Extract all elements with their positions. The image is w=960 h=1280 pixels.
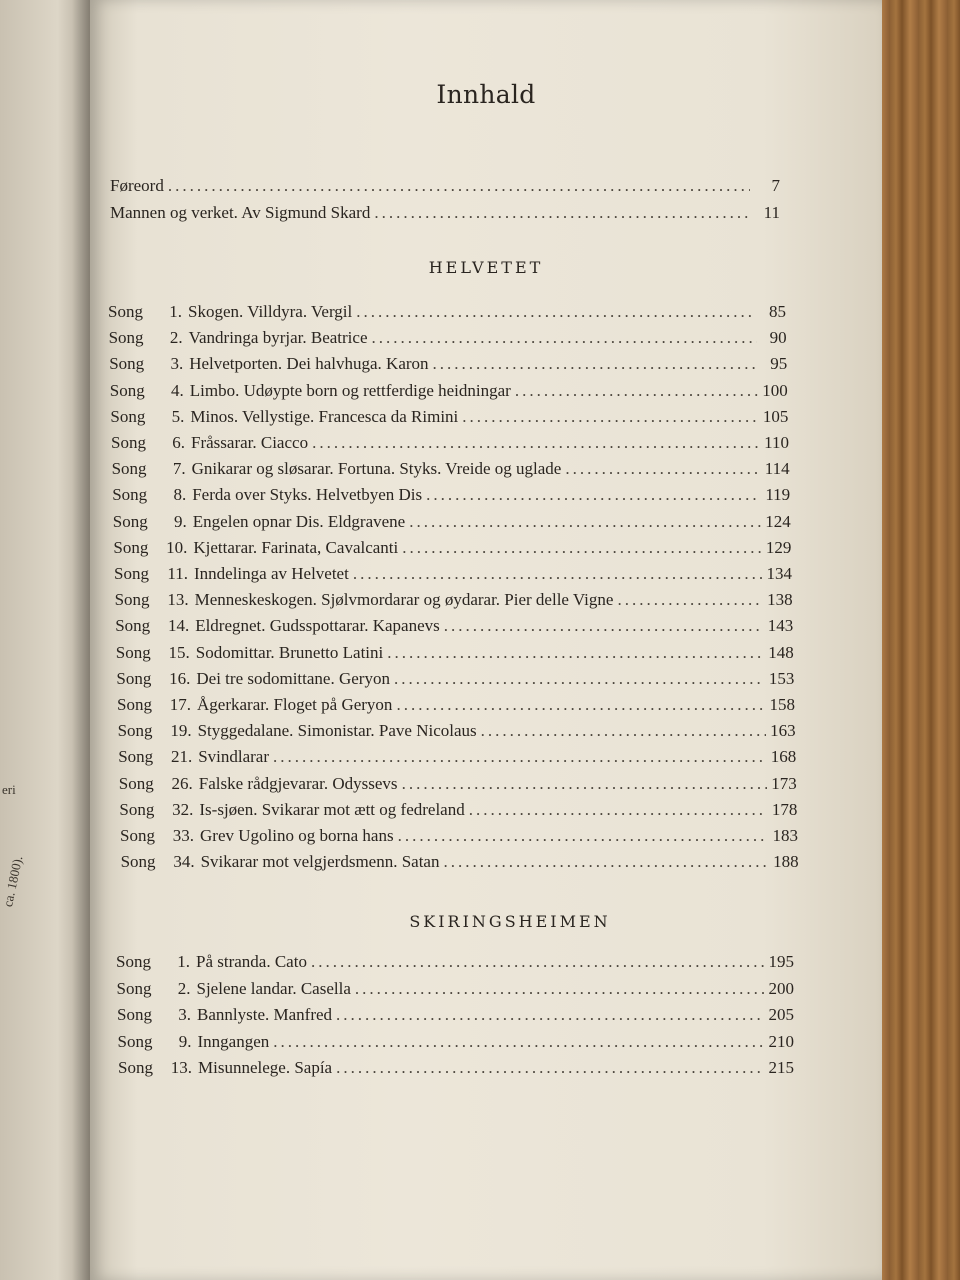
page-number: 134 [766,564,792,583]
song-number: 32. [172,799,194,819]
entry-title: Eldregnet. Gudsspottarar. Kapanevs [195,616,440,636]
dot-leader [477,721,766,741]
song-label: Song [109,354,145,374]
page-number: 205 [768,1005,794,1024]
song-number: 1. [169,302,182,321]
entry-title: Minos. Vellystige. Francesca da Rimini [190,406,459,426]
dot-leader [398,538,761,558]
toc-entry [114,564,792,584]
dot-leader [351,979,764,999]
song-label: Song [114,564,149,583]
toc-entry [118,1058,794,1078]
page-number: 138 [767,590,793,610]
page-number: 100 [762,380,788,400]
entry-title: Is-sjøen. Svikarar mot ætt og fedreland [199,799,465,819]
dot-leader [308,433,759,453]
toc-entry [112,459,790,479]
dot-leader [164,176,750,196]
toc-entry [117,979,795,999]
page-number: 105 [762,406,789,426]
song-number: 8. [173,485,187,505]
dot-leader [465,800,768,820]
entry-title: Svikarar mot velgjerdsmenn. Satan [200,852,440,872]
song-number: 9. [174,511,187,531]
entry-title: Menneskeskogen. Sjølvmordarar og øydarar. Pier delle Vigne [194,590,614,610]
song-label: Song [117,1031,153,1051]
dot-leader [405,512,761,532]
toc-entry [112,485,790,505]
dot-leader [422,485,760,505]
song-label: Song [120,826,155,845]
page-number: 129 [765,537,792,557]
song-number: 2. [169,328,183,348]
dot-leader [332,1058,764,1078]
page-number: 158 [769,695,795,714]
song-number: 11. [167,564,188,583]
page-number: 178 [771,799,798,819]
song-label: Song [109,380,145,400]
left-page-fragment: eri [2,782,16,797]
page-number: 119 [765,485,791,505]
toc-entry [118,1032,795,1052]
dot-leader [383,643,764,663]
song-label: Song [108,328,144,348]
song-number: 26. [171,773,193,793]
dot-leader [352,302,756,322]
toc-entry [110,381,788,401]
entry-title: Vandringa byrjar. Beatrice [188,328,368,348]
page-number: 124 [765,511,791,531]
page-number: 114 [764,459,790,479]
entry-title: Grev Ugolino og borna hans [200,826,394,845]
entry-title: Ferda over Styks. Helvetbyen Dis [192,485,423,505]
toc-entry [118,747,796,767]
entry-title: Føreord [110,176,164,195]
song-label: Song [116,668,152,688]
song-label: Song [113,537,149,557]
section-heading: HELVETET [428,258,544,277]
entry-title: Engelen opnar Dis. Eldgravene [192,511,406,531]
dot-leader [370,203,750,223]
song-label: Song [118,773,154,793]
page-number: 183 [772,826,798,845]
toc-entry [116,643,794,663]
page-number: 200 [768,978,794,998]
entry-title: Limbo. Udøypte born og rettferdige heidningar [189,380,511,400]
toc-entry [115,616,793,636]
entry-title: Fråssarar. Ciacco [191,433,309,452]
song-label: Song [117,695,152,714]
song-number: 15. [168,642,190,662]
song-label: Song [108,302,143,321]
entry-title: Helvetporten. Dei halvhuga. Karon [189,354,429,374]
song-label: Song [118,747,154,767]
toc-entry [116,669,794,689]
entry-title: Ågerkarar. Floget på Geryon [197,695,393,714]
left-page-fragment: ca. 1800). [0,854,26,909]
song-label: Song [116,978,152,998]
song-number: 6. [172,433,185,452]
song-label: Song [115,616,151,636]
song-number: 1. [177,952,190,971]
page-number: 110 [764,433,789,452]
section-heading: SKIRINGSHEIMEN [409,912,611,931]
song-label: Song [112,511,148,531]
song-number: 5. [171,406,185,426]
page-number: 188 [773,852,799,872]
page-number: 85 [769,302,786,321]
dot-leader [561,459,759,479]
entry-title: Gnikarar og sløsarar. Fortuna. Styks. Vreide og uglade [191,459,562,479]
toc-entry [109,354,787,374]
song-label: Song [119,799,155,819]
toc-entry [116,952,794,972]
toc-entry [120,826,798,846]
toc-entry [110,176,780,196]
dot-leader [613,590,762,610]
contents-page [90,0,882,1280]
page-number: 7 [771,176,780,195]
entry-title: Inndelinga av Helvetet [194,564,349,583]
entry-title: Dei tre sodomittane. Geryon [196,668,390,688]
song-label: Song [117,1005,152,1024]
song-number: 13. [167,590,189,610]
page-number: 95 [770,354,788,374]
entry-title: Styggedalane. Simonistar. Pave Nicolaus [197,721,477,741]
entry-title: Svindlarar [198,747,270,767]
song-number: 33. [172,826,194,845]
entry-title: På stranda. Cato [196,952,307,971]
page-number: 195 [768,952,794,971]
dot-leader [392,695,765,715]
entry-title: Misunnelege. Sapía [198,1058,333,1077]
song-label: Song [110,406,146,426]
entry-title: Falske rådgjevarar. Odyssevs [198,773,398,793]
song-label: Song [111,433,146,452]
page-number: 173 [771,773,797,793]
song-number: 16. [169,668,191,688]
dot-leader [394,826,768,846]
entry-title: Inngangen [197,1031,270,1051]
page-number: 210 [768,1031,794,1051]
dot-leader [458,407,758,427]
entry-title: Sodomittar. Brunetto Latini [195,642,384,662]
toc-entry [110,407,788,427]
page-number: 163 [770,721,796,741]
song-number: 17. [169,695,191,714]
toc-entry [119,800,797,820]
song-number: 21. [170,747,193,767]
toc-entry [113,538,791,558]
entry-title: Sjelene landar. Casella [196,978,351,998]
dot-leader [439,852,768,872]
song-label: Song [117,721,153,741]
song-label: Song [120,852,156,872]
toc-entry [110,203,780,223]
page-number: 11 [763,203,780,222]
song-number: 19. [170,721,192,741]
toc-entry [118,721,796,741]
song-number: 10. [166,537,188,557]
toc-entry [111,433,789,453]
entry-title: Skogen. Villdyra. Vergil [188,302,353,321]
song-number: 4. [171,380,184,400]
song-number: 3. [170,354,184,374]
dot-leader [440,616,763,636]
song-number: 2. [177,978,191,998]
entry-title: Bannlyste. Manfred [197,1005,333,1024]
dot-leader [398,774,767,794]
page-number: 153 [768,668,795,688]
toc-entry [119,774,797,794]
toc-entry [117,695,795,715]
toc-entry [117,1005,794,1025]
song-number: 3. [178,1005,191,1024]
song-number: 13. [170,1058,192,1077]
dot-leader [368,328,757,348]
dot-leader [307,952,764,972]
dot-leader [429,354,758,374]
page-crease [72,0,90,1280]
song-number: 34. [173,852,195,872]
dot-leader [269,1032,764,1052]
song-label: Song [115,642,151,662]
toc-entry [113,512,791,532]
song-number: 9. [178,1031,192,1051]
song-label: Song [116,952,151,971]
song-label: Song [111,459,147,479]
song-number: 14. [167,616,190,636]
toc-entry [108,302,786,322]
page-title: Innhald [436,80,536,109]
page-number: 143 [767,616,794,636]
entry-title: Mannen og verket. Av Sigmund Skard [110,203,371,222]
page-number: 168 [770,747,797,767]
toc-entry [121,852,799,872]
dot-leader [332,1005,764,1025]
entry-title: Kjettarar. Farinata, Cavalcanti [193,537,399,557]
page-number: 215 [768,1058,794,1077]
page-number: 90 [769,328,787,348]
song-label: Song [118,1058,153,1077]
dot-leader [511,381,758,401]
toc-entry [109,328,787,348]
song-label: Song [114,590,150,610]
toc-entry [115,590,793,610]
dot-leader [390,669,764,689]
dot-leader [349,564,762,584]
song-label: Song [112,485,148,505]
song-number: 7. [172,459,186,479]
dot-leader [269,747,766,767]
page-number: 148 [768,642,794,662]
